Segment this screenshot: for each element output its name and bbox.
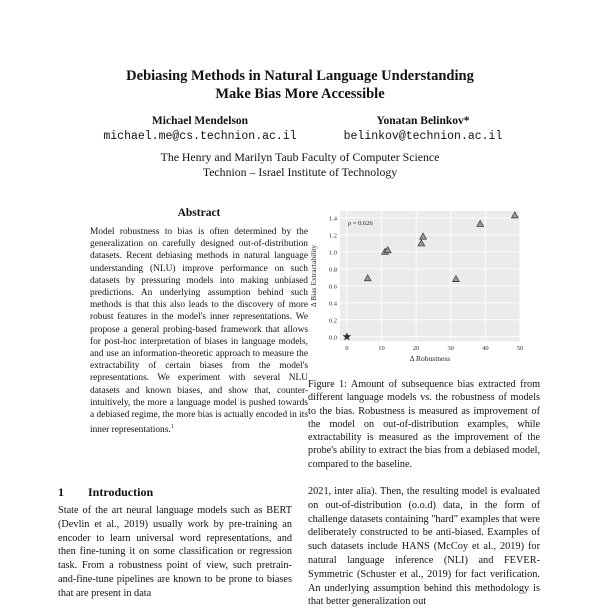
section-title: Introduction: [88, 485, 154, 499]
right-column-text: 2021, inter alia). Then, the resulting model is evaluated on out-of-distribution (o.o.d) data, in the form of challenge datasets containing "hard" examples that were deliberately constructed to be anti-biased. Examples of such datasets include HANS (McCoy et al., 2019) for natural language inference (NLI) and FEVER-Symmetric (Schuster et al., 2019) for fact verification. An underlying assumption behind this methodology is that better generalization out: [308, 486, 540, 608]
affiliation-line-1: The Henry and Marilyn Taub Faculty of Computer Science: [160, 150, 440, 164]
abstract-heading: Abstract: [177, 207, 221, 219]
x-tick-label: 30: [447, 345, 455, 352]
author-2-name: Yonatan Belinkov*: [376, 115, 470, 127]
x-tick-label: 40: [482, 345, 489, 352]
figure-caption: Figure 1: Amount of subsequence bias extracted from different language models vs. the robustness of models to the bias. Robustness is measured as improvement of the model on out-of-distribution examples, while extractability is measured as the improvement of the probe's ability to extract the bias from a debiased model, compared to the baseline.: [308, 379, 540, 470]
author-1-email: michael.me@cs.technion.ac.il: [103, 130, 297, 143]
intro-paragraph: State of the art neural language models such as BERT (Devlin et al., 2019) usually work by pre-training an encoder to learn universal word representations, and then fine-tuning it on some classification or regression task. From a robustness point of view, such pretrain-and-fine-tune pipelines are known to be prone to biases that are present in data: [58, 505, 292, 599]
y-axis-label: Δ Bias Extractability: [309, 244, 318, 308]
paper-title: [0, 67, 600, 103]
y-tick-label: 1.4: [328, 215, 337, 223]
x-tick-label: 0: [345, 345, 349, 352]
abstract-body: [90, 226, 308, 437]
x-tick-label: 20: [412, 345, 420, 352]
y-tick-label: 0.0: [328, 334, 337, 342]
title-line-1: Debiasing Methods in Natural Language Understanding: [126, 68, 474, 84]
author-1-name: Michael Mendelson: [151, 115, 249, 127]
y-tick-label: 0.4: [328, 300, 337, 308]
x-axis-label: Δ Robustness: [409, 354, 451, 363]
correlation-annotation: ρ = 0.626: [348, 220, 373, 227]
author-2-email: belinkov@technion.ac.il: [343, 130, 503, 143]
y-tick-label: 0.2: [328, 317, 337, 325]
title-line-2: Make Bias More Accessible: [215, 86, 385, 102]
x-tick-label: 50: [516, 345, 524, 352]
section-number: 1: [58, 485, 64, 499]
section-heading: [58, 485, 153, 500]
abstract-footnote-mark: 1: [170, 424, 174, 431]
y-tick-label: 0.6: [328, 283, 337, 291]
author-1: [90, 114, 310, 144]
x-tick-label: 10: [378, 345, 385, 352]
y-tick-label: 1.2: [328, 232, 337, 240]
author-2: [328, 114, 518, 144]
y-tick-label: 1.0: [328, 249, 337, 257]
affiliation-line-2: Technion – Israel Institute of Technology: [202, 165, 398, 179]
abstract-text: Model robustness to bias is often determined by the generalization on carefully designed out-of-distribution datasets. Recent debiasing methods in natural language understanding (NLU) improve performance on such datasets by pressuring models into making unbiased predictions. An underlying assumption behind such methods is that this also leads to the discovery of more robust features in the model's inner representations. We propose a general probing-based framework that allows for post-hoc interpretation of biases in language models, and use an information-theoretic approach to measure the extractability of certain biases from the model's representations. We experiment with several NLU datasets and known biases, and show that, counter-intuitively, the more a language model is pushed towards a debiased regime, the more bias is actually encoded in its inner representations.: [90, 227, 308, 436]
affiliation: [0, 150, 600, 180]
y-tick-label: 0.8: [328, 266, 337, 274]
scatter-chart: [306, 205, 542, 375]
